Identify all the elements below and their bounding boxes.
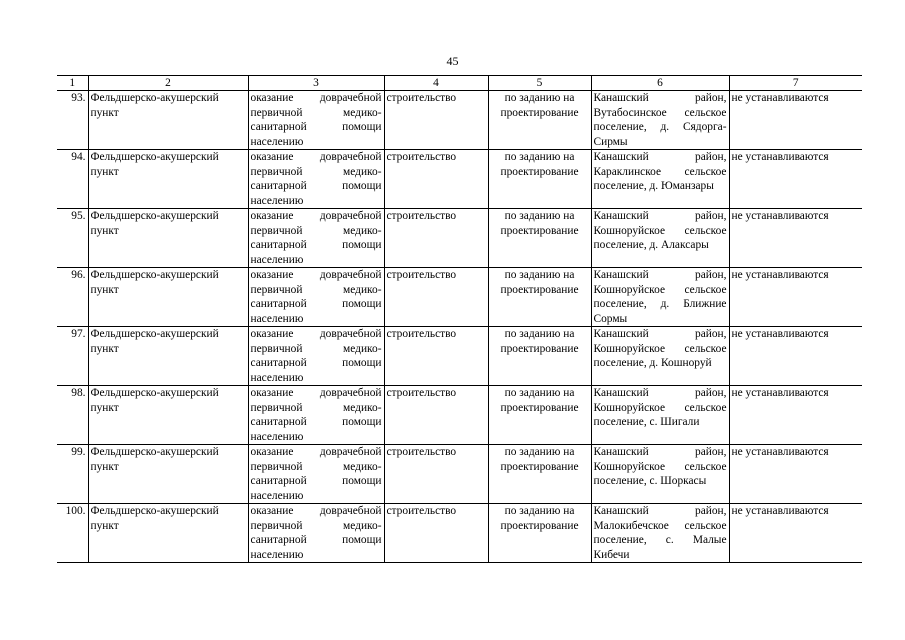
table-row: [57, 504, 862, 563]
table-row: [57, 150, 862, 209]
object-type: строительство: [384, 327, 488, 386]
object-purpose: оказание доврачебной первичной медико-санитарной помощи населению: [248, 268, 384, 327]
column-header-1: 1: [57, 76, 88, 91]
object-purpose: оказание доврачебной первичной медико-санитарной помощи населению: [248, 327, 384, 386]
row-number: 95.: [57, 209, 88, 268]
object-zones: не устанавливаются: [729, 327, 862, 386]
object-location: Канашский район, Кошноруйское сельское поселение, с. Шоркасы: [591, 445, 729, 504]
object-location: Канашский район, Кошноруйское сельское поселение, д. Кошноруй: [591, 327, 729, 386]
object-term: по заданию на проектирование: [488, 209, 591, 268]
object-type: строительство: [384, 386, 488, 445]
object-name: Фельдшерско-акушерский пункт: [88, 504, 248, 563]
object-term: по заданию на проектирование: [488, 386, 591, 445]
table-row: [57, 445, 862, 504]
row-number: 96.: [57, 268, 88, 327]
object-name: Фельдшерско-акушерский пункт: [88, 91, 248, 150]
object-term: по заданию на проектирование: [488, 268, 591, 327]
table-row: [57, 209, 862, 268]
object-purpose: оказание доврачебной первичной медико-санитарной помощи населению: [248, 150, 384, 209]
object-location: Канашский район, Кошноруйское сельское поселение, д. Ближние Сормы: [591, 268, 729, 327]
object-name: Фельдшерско-акушерский пункт: [88, 150, 248, 209]
object-zones: не устанавливаются: [729, 445, 862, 504]
object-purpose: оказание доврачебной первичной медико-санитарной помощи населению: [248, 504, 384, 563]
object-location: Канашский район, Малокибечское сельское поселение, с. Малые Кибечи: [591, 504, 729, 563]
object-purpose: оказание доврачебной первичной медико-санитарной помощи населению: [248, 91, 384, 150]
object-type: строительство: [384, 209, 488, 268]
row-number: 99.: [57, 445, 88, 504]
header-row: [57, 76, 862, 91]
table-row: [57, 268, 862, 327]
table-row: [57, 327, 862, 386]
object-location: Канашский район, Кошноруйское сельское поселение, с. Шигали: [591, 386, 729, 445]
object-term: по заданию на проектирование: [488, 327, 591, 386]
column-header-7: 7: [729, 76, 862, 91]
object-name: Фельдшерско-акушерский пункт: [88, 445, 248, 504]
object-name: Фельдшерско-акушерский пункт: [88, 209, 248, 268]
row-number: 100.: [57, 504, 88, 563]
planning-table: [57, 75, 862, 563]
row-number: 97.: [57, 327, 88, 386]
object-type: строительство: [384, 445, 488, 504]
table-row: [57, 91, 862, 150]
object-name: Фельдшерско-акушерский пункт: [88, 268, 248, 327]
row-number: 94.: [57, 150, 88, 209]
row-number: 93.: [57, 91, 88, 150]
object-zones: не устанавливаются: [729, 268, 862, 327]
object-location: Канашский район, Караклинское сельское поселение, д. Юманзары: [591, 150, 729, 209]
object-zones: не устанавливаются: [729, 504, 862, 563]
column-header-2: 2: [88, 76, 248, 91]
object-name: Фельдшерско-акушерский пункт: [88, 386, 248, 445]
column-header-6: 6: [591, 76, 729, 91]
object-term: по заданию на проектирование: [488, 445, 591, 504]
object-purpose: оказание доврачебной первичной медико-санитарной помощи населению: [248, 209, 384, 268]
row-number: 98.: [57, 386, 88, 445]
object-term: по заданию на проектирование: [488, 150, 591, 209]
object-zones: не устанавливаются: [729, 150, 862, 209]
object-term: по заданию на проектирование: [488, 504, 591, 563]
object-zones: не устанавливаются: [729, 386, 862, 445]
object-name: Фельдшерско-акушерский пункт: [88, 327, 248, 386]
object-type: строительство: [384, 91, 488, 150]
column-header-5: 5: [488, 76, 591, 91]
object-location: Канашский район, Кошноруйское сельское поселение, д. Алаксары: [591, 209, 729, 268]
object-zones: не устанавливаются: [729, 209, 862, 268]
column-header-4: 4: [384, 76, 488, 91]
object-zones: не устанавливаются: [729, 91, 862, 150]
table-row: [57, 386, 862, 445]
object-location: Канашский район, Вутабосинское сельское поселение, д. Сядорга-Сирмы: [591, 91, 729, 150]
object-term: по заданию на проектирование: [488, 91, 591, 150]
object-type: строительство: [384, 268, 488, 327]
column-header-3: 3: [248, 76, 384, 91]
object-purpose: оказание доврачебной первичной медико-санитарной помощи населению: [248, 445, 384, 504]
object-type: строительство: [384, 150, 488, 209]
object-purpose: оказание доврачебной первичной медико-санитарной помощи населению: [248, 386, 384, 445]
object-type: строительство: [384, 504, 488, 563]
page-number: 45: [446, 54, 459, 68]
